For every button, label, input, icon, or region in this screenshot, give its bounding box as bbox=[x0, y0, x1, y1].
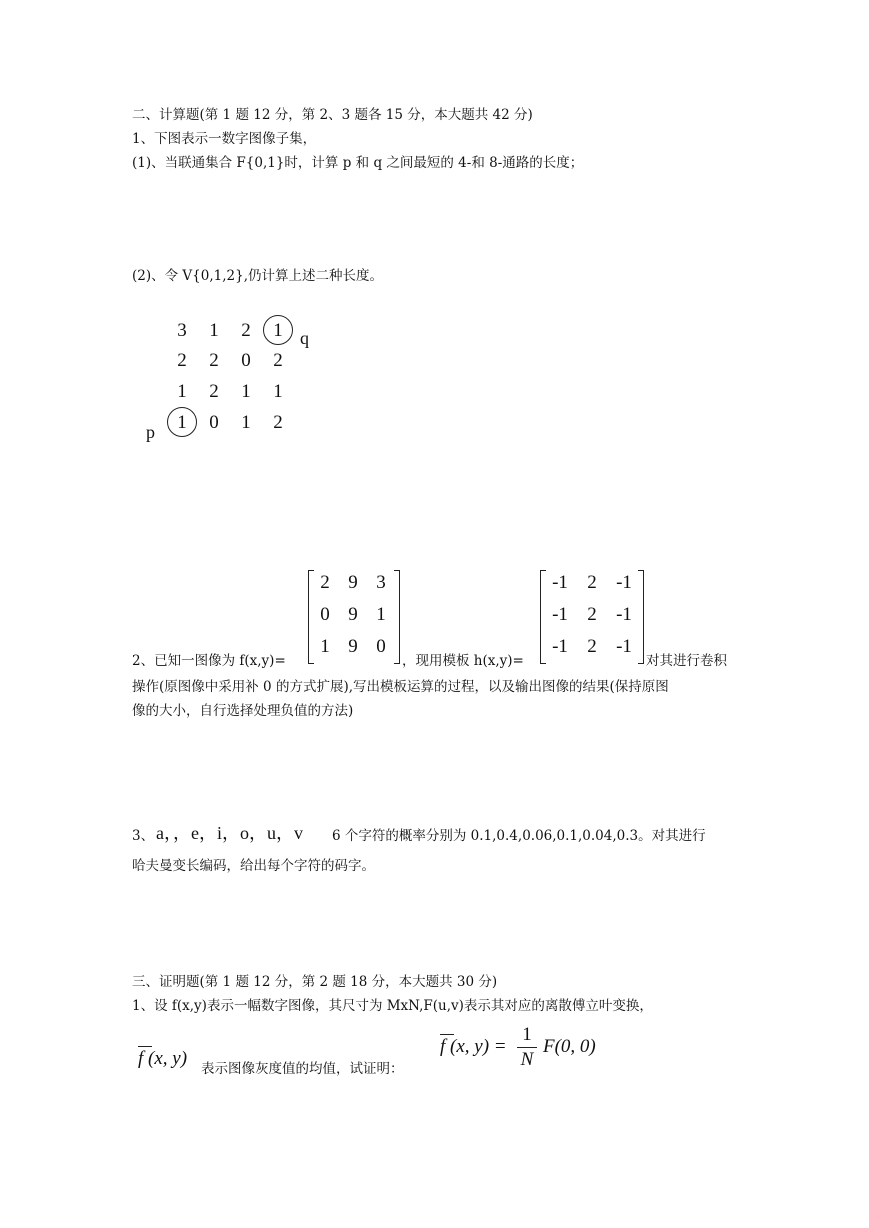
grid-cell: 1 bbox=[177, 412, 187, 433]
matrix-cell: -1 bbox=[552, 636, 568, 657]
matrix-cell: -1 bbox=[616, 636, 632, 657]
fraction-numerator: 1 bbox=[522, 1024, 532, 1045]
matrix-cell: 2 bbox=[587, 604, 597, 625]
grid-cell: 2 bbox=[209, 381, 219, 402]
matrix-cell: 2 bbox=[320, 572, 330, 593]
q3-prefix: 3、 bbox=[132, 828, 155, 844]
q2-line3: 像的大小，自行选择处理负值的方法) bbox=[132, 703, 354, 719]
grid-cell: 1 bbox=[241, 412, 251, 433]
grid-cell: 2 bbox=[273, 350, 283, 371]
q2-mid: ，现用模板 h(x,y)= bbox=[402, 653, 524, 669]
grid-cell: 0 bbox=[241, 350, 251, 371]
fraction-bar bbox=[517, 1047, 537, 1048]
q1-title: 1、下图表示一数字图像子集， bbox=[132, 131, 317, 147]
h-matrix bbox=[540, 570, 644, 664]
q3-line2: 哈夫曼变长编码，给出每个字符的码字。 bbox=[132, 858, 375, 874]
matrix-cell: 0 bbox=[376, 636, 386, 657]
matrix-cell: 9 bbox=[348, 604, 358, 625]
section-2-heading: 二、计算题(第 1 题 12 分，第 2、3 题各 15 分，本大题共 42 分) bbox=[132, 107, 533, 123]
fraction-denominator: N bbox=[520, 1049, 534, 1070]
grid-cell: 1 bbox=[273, 381, 283, 402]
q3-symbols: a，，e，i，o，u，v bbox=[156, 823, 303, 843]
grid-cell: 0 bbox=[209, 412, 219, 433]
mean-formula: f (x, y) bbox=[138, 1048, 188, 1069]
mean-bar-right bbox=[440, 1034, 454, 1035]
grid-cell: 1 bbox=[209, 320, 219, 341]
q1-part1: (1)、当联通集合 F{0,1}时，计算 p 和 q 之间最短的 4-和 8-通路的长度； bbox=[132, 155, 584, 171]
p-circle-marker bbox=[167, 407, 197, 437]
f-matrix bbox=[308, 570, 400, 664]
s3-q1-line1: 1、设 f(x,y)表示一幅数字图像，其尺寸为 MxN,F(u,v)表示其对应的离散傅立叶变换， bbox=[132, 998, 653, 1014]
matrix-cell: 3 bbox=[376, 572, 386, 593]
matrix-cell: -1 bbox=[616, 604, 632, 625]
grid-cell: 3 bbox=[177, 320, 187, 341]
proof-formula-lhs: f (x, y) = bbox=[440, 1036, 507, 1057]
matrix-cell: 1 bbox=[320, 636, 330, 657]
grid-cell: 2 bbox=[209, 350, 219, 371]
matrix-cell: 1 bbox=[376, 604, 386, 625]
q2-suffix: 对其进行卷积 bbox=[646, 653, 727, 669]
label-q: q bbox=[300, 328, 309, 348]
matrix-cell: 0 bbox=[320, 604, 330, 625]
q1-part2: (2)、令 V{0,1,2},仍计算上述二种长度。 bbox=[132, 268, 383, 284]
matrix-cell: 2 bbox=[587, 572, 597, 593]
proof-formula-rhs: F(0, 0) bbox=[543, 1036, 596, 1057]
grid-cell: 2 bbox=[177, 350, 187, 371]
grid-cell: 1 bbox=[177, 381, 187, 402]
matrix-cell: 9 bbox=[348, 636, 358, 657]
q3-text: 6 个字符的概率分别为 0.1,0.4,0.06,0.1,0.04,0.3。对其进行 bbox=[332, 828, 706, 844]
q2-prefix: 2、已知一图像为 f(x,y)= bbox=[132, 653, 286, 669]
matrix-cell: -1 bbox=[552, 604, 568, 625]
mean-bar bbox=[138, 1046, 152, 1047]
grid-cell: 2 bbox=[241, 320, 251, 341]
digit-image-subset bbox=[140, 310, 340, 460]
s3-q1-mid: 表示图像灰度值的均值，试证明： bbox=[201, 1061, 404, 1077]
grid-cell: 1 bbox=[273, 320, 283, 341]
grid-cell: 2 bbox=[273, 412, 283, 433]
label-p: p bbox=[146, 422, 155, 442]
matrix-cell: -1 bbox=[552, 572, 568, 593]
matrix-cell: 2 bbox=[587, 636, 597, 657]
section-3-heading: 三、证明题(第 1 题 12 分，第 2 题 18 分，本大题共 30 分) bbox=[132, 974, 498, 990]
grid-cell: 1 bbox=[241, 381, 251, 402]
matrix-cell: 9 bbox=[348, 572, 358, 593]
q-circle-marker bbox=[263, 315, 293, 345]
q2-line2: 操作(原图像中采用补 0 的方式扩展),写出模板运算的过程，以及输出图像的结果(保持原图 bbox=[132, 679, 669, 695]
matrix-cell: -1 bbox=[616, 572, 632, 593]
